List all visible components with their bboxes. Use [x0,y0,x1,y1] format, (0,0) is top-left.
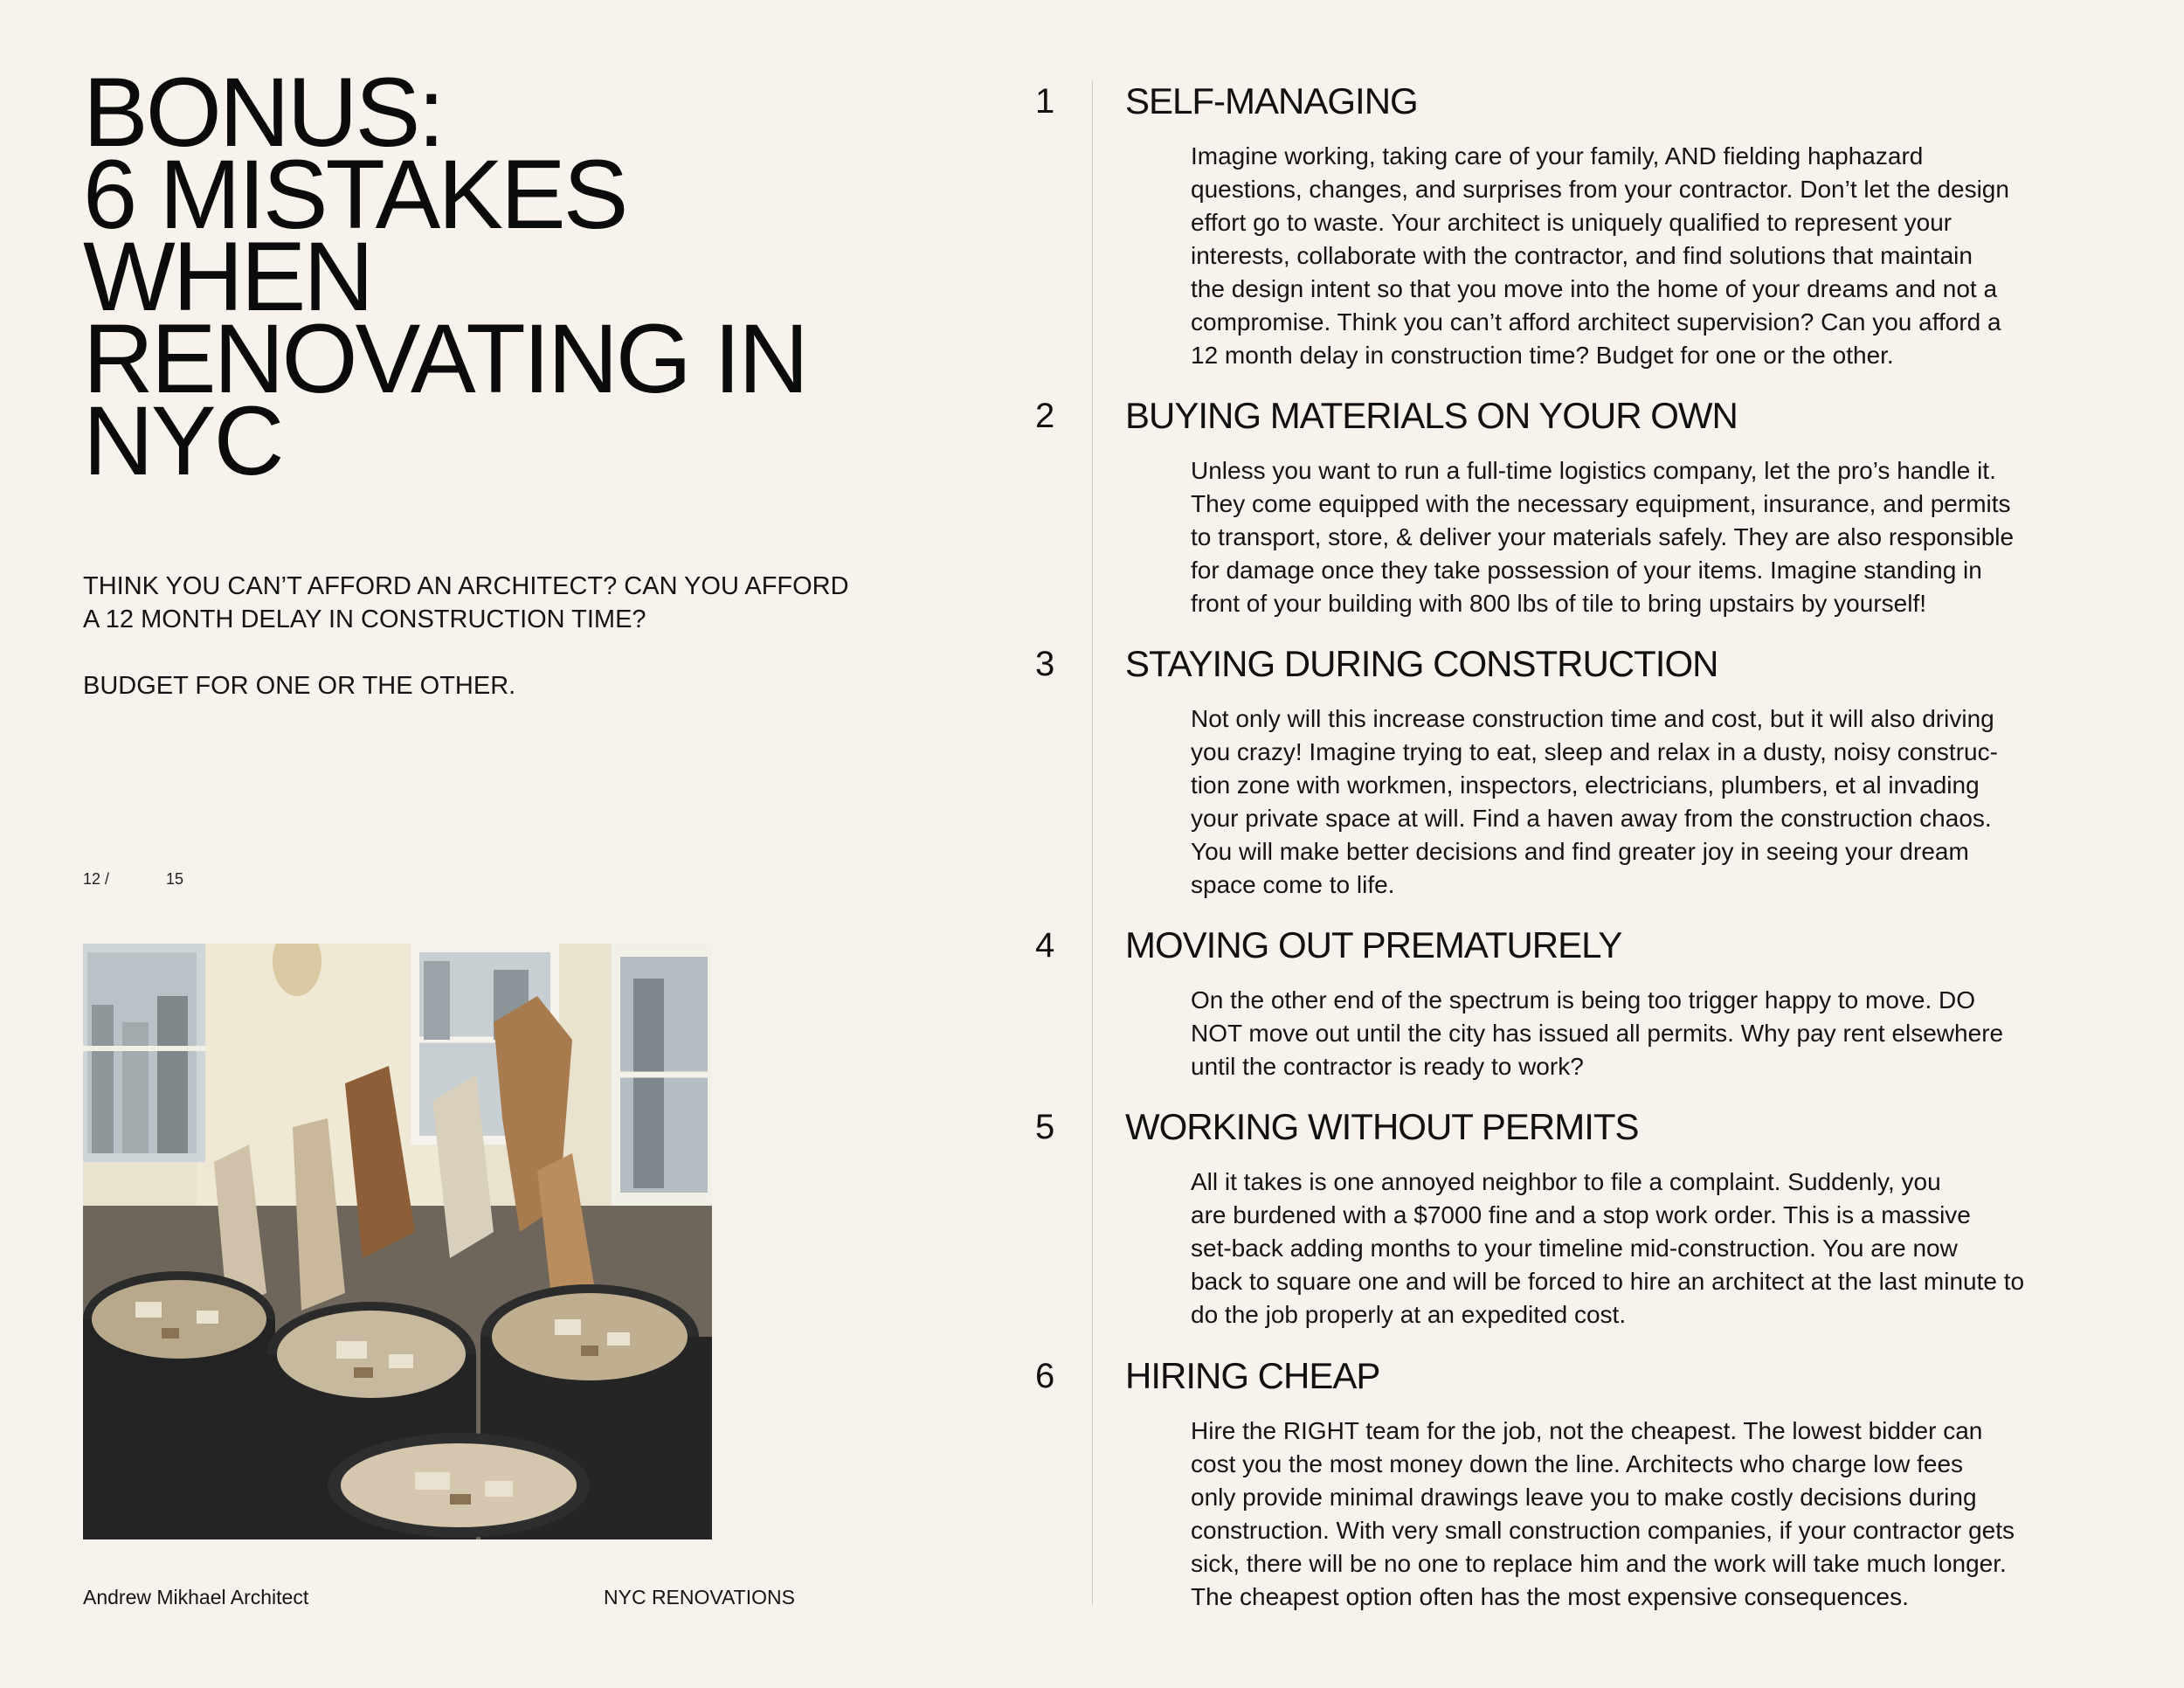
body-line: are burdened with a $7000 fine and a stop work order. This is a massive [1191,1201,1971,1228]
body-line: The cheapest option often has the most expensive consequences. [1191,1583,1909,1610]
mistake-body [1191,984,2073,1083]
intro-text [83,570,869,702]
footer-section: NYC RENOVATIONS [604,1586,795,1608]
mistake-heading: BUYING MATERIALS ON YOUR OWN [1125,395,1738,436]
body-line: back to square one and will be forced to hire an architect at the last minute to [1191,1268,2025,1295]
body-line: until the contractor is ready to work? [1191,1053,1584,1080]
body-line: do the job properly at an expedited cost. [1191,1301,1627,1328]
mistake-body [1191,140,2073,372]
mistake-number: 5 [1035,1108,1055,1146]
mistake-body [1191,1166,2073,1332]
column-divider [1092,80,1093,1605]
mistake-heading: STAYING DURING CONSTRUCTION [1125,643,1718,684]
body-line: effort go to waste. Your architect is uniquely qualified to represent your [1191,209,1952,236]
mistake-heading: HIRING CHEAP [1125,1355,1380,1396]
body-line: the design intent so that you move into the home of your dreams and not a [1191,275,1998,302]
construction-debris-photo [83,944,712,1539]
body-line: On the other end of the spectrum is being too trigger happy to move. DO [1191,986,1976,1013]
title-line: BONUS: [83,58,443,167]
body-line: space come to life. [1191,871,1395,898]
body-line: sick, there will be no one to replace him and the work will take much longer. [1191,1550,2007,1577]
body-line: NOT move out until the city has issued all permits. Why pay rent elsewhere [1191,1020,2004,1047]
body-line: cost you the most money down the line. Architects who charge low fees [1191,1450,1964,1477]
body-line: Imagine working, taking care of your family, AND fielding haphazard [1191,142,1924,169]
body-line: interests, collaborate with the contractor, and find solutions that maintain [1191,242,1973,269]
body-line: set-back adding months to your timeline mid-construction. You are now [1191,1235,1958,1262]
mistake-number: 1 [1035,82,1055,121]
body-line: you crazy! Imagine trying to eat, sleep and relax in a dusty, noisy construc- [1191,738,1998,765]
mistake-number: 6 [1035,1357,1055,1395]
page-number-total: 15 [166,870,184,888]
body-line: your private space at will. Find a haven away from the construction chaos. [1191,805,1992,832]
body-line: only provide minimal drawings leave you to make costly decisions during [1191,1484,1977,1511]
body-line: You will make better decisions and find greater joy in seeing your dream [1191,838,1969,865]
mistake-body [1191,454,2073,620]
mistake-body [1191,1415,2073,1614]
body-line: 12 month delay in construction time? Budget for one or the other. [1191,342,1894,369]
body-line: for damage once they take possession of your items. Imagine standing in [1191,557,1982,584]
title-line: RENOVATING IN [83,304,807,413]
page-title [83,58,807,495]
page-number-current: 12 / [83,870,110,888]
mistake-number: 2 [1035,397,1055,435]
body-line: They come equipped with the necessary equipment, insurance, and permits [1191,490,2011,517]
mistake-heading: SELF-MANAGING [1125,80,1418,121]
body-line: compromise. Think you can’t afford architect supervision? Can you afford a [1191,308,2001,336]
body-line: questions, changes, and surprises from your contractor. Don’t let the design [1191,176,2009,203]
body-line: tion zone with workmen, inspectors, electricians, plumbers, et al invading [1191,771,1980,799]
body-line: Not only will this increase construction time and cost, but it will also driving [1191,705,1994,732]
body-line: Hire the RIGHT team for the job, not the cheapest. The lowest bidder can [1191,1417,1983,1444]
mistake-heading: MOVING OUT PREMATURELY [1125,924,1622,965]
mistake-number: 3 [1035,645,1055,683]
body-line: Unless you want to run a full-time logistics company, let the pro’s handle it. [1191,457,1996,484]
body-line: construction. With very small construction companies, if your contractor gets [1191,1517,2015,1544]
mistake-heading: WORKING WITHOUT PERMITS [1125,1106,1639,1147]
body-line: front of your building with 800 lbs of tile to bring upstairs by yourself! [1191,590,1926,617]
intro-question: THINK YOU CAN’T AFFORD AN ARCHITECT? CAN YOU AFFORD A 12 MONTH DELAY IN CONSTRUCTION TIME? [83,572,849,633]
mistake-body [1191,702,2073,902]
title-line: 6 MISTAKES [83,140,626,249]
intro-budget: BUDGET FOR ONE OR THE OTHER. [83,672,516,700]
footer-author: Andrew Mikhael Architect [83,1586,309,1608]
title-line: NYC [83,386,282,495]
body-line: to transport, store, & deliver your materials safely. They are also responsible [1191,523,2015,550]
mistake-number: 4 [1035,926,1055,965]
title-line: WHEN [83,222,372,331]
body-line: All it takes is one annoyed neighbor to file a complaint. Suddenly, you [1191,1168,1941,1195]
